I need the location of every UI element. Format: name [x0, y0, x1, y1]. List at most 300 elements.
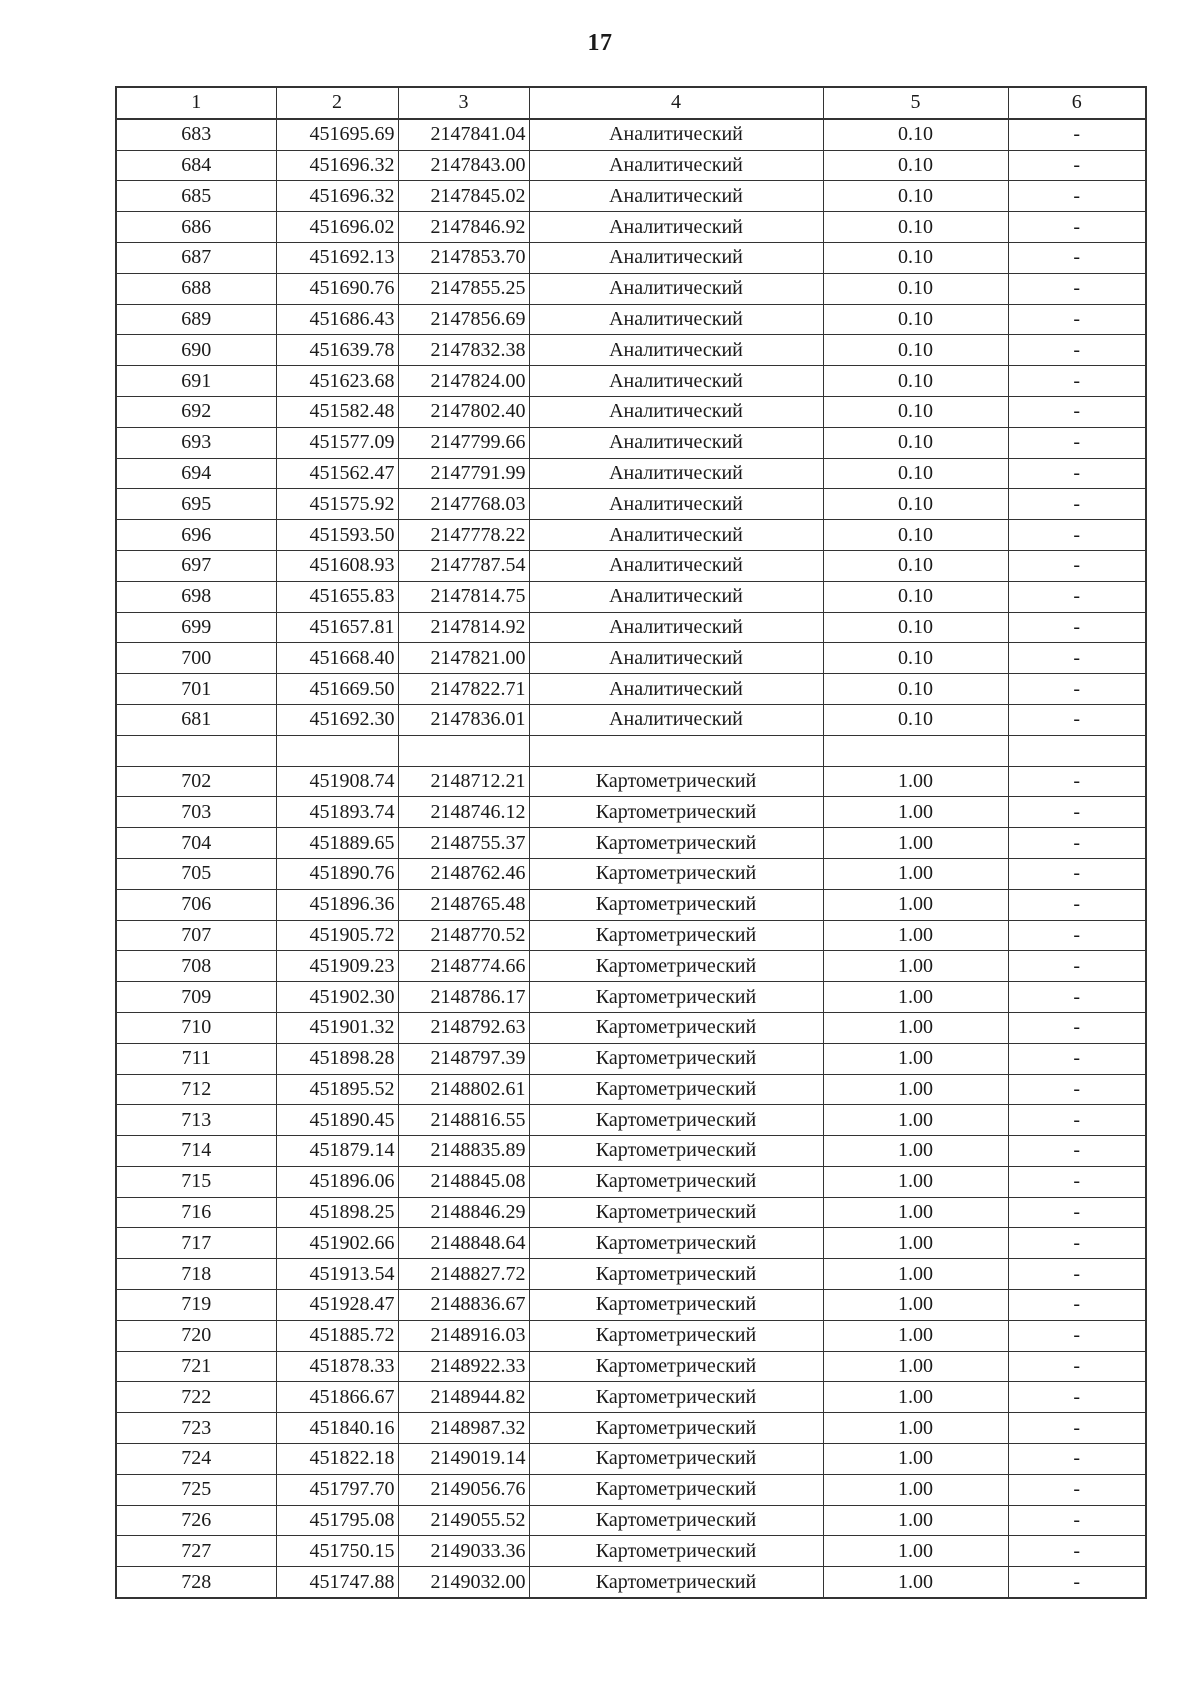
method-cell: Картометрический: [529, 766, 823, 797]
accuracy-cell: 1.00: [823, 1166, 1008, 1197]
method-cell: Аналитический: [529, 704, 823, 735]
accuracy-cell: 0.10: [823, 242, 1008, 273]
note-cell: -: [1008, 797, 1146, 828]
method-cell: Аналитический: [529, 489, 823, 520]
x-coordinate-cell: 451896.36: [276, 889, 398, 920]
y-coordinate-cell: 2148755.37: [398, 828, 529, 859]
x-coordinate-cell: 451822.18: [276, 1444, 398, 1475]
point-number-cell: 716: [116, 1197, 276, 1228]
y-coordinate-cell: 2148922.33: [398, 1351, 529, 1382]
y-coordinate-cell: 2147845.02: [398, 181, 529, 212]
table-row: [116, 982, 1146, 1013]
note-cell: -: [1008, 1536, 1146, 1567]
method-cell: Картометрический: [529, 920, 823, 951]
note-cell: -: [1008, 181, 1146, 212]
x-coordinate-cell: 451593.50: [276, 520, 398, 551]
accuracy-cell: 1.00: [823, 1536, 1008, 1567]
point-number-cell: 691: [116, 366, 276, 397]
accuracy-cell: 0.10: [823, 489, 1008, 520]
x-coordinate-cell: 451898.25: [276, 1197, 398, 1228]
point-number-cell: 708: [116, 951, 276, 982]
method-cell: Аналитический: [529, 212, 823, 243]
point-number-cell: 723: [116, 1413, 276, 1444]
accuracy-cell: 1.00: [823, 1228, 1008, 1259]
x-coordinate-cell: 451686.43: [276, 304, 398, 335]
y-coordinate-cell: 2147832.38: [398, 335, 529, 366]
x-coordinate-cell: 451878.33: [276, 1351, 398, 1382]
y-coordinate-cell: 2147778.22: [398, 520, 529, 551]
accuracy-cell: 0.10: [823, 212, 1008, 243]
y-coordinate-cell: 2148848.64: [398, 1228, 529, 1259]
point-number-cell: 690: [116, 335, 276, 366]
y-coordinate-cell: 2148765.48: [398, 889, 529, 920]
y-coordinate-cell: 2147824.00: [398, 366, 529, 397]
point-number-cell: 686: [116, 212, 276, 243]
accuracy-cell: 1.00: [823, 1413, 1008, 1444]
method-cell: Картометрический: [529, 797, 823, 828]
table-row: [116, 150, 1146, 181]
point-number-cell: 722: [116, 1382, 276, 1413]
accuracy-cell: 1.00: [823, 889, 1008, 920]
point-number-cell: 720: [116, 1320, 276, 1351]
point-number-cell: 704: [116, 828, 276, 859]
accuracy-cell: 0.10: [823, 335, 1008, 366]
page-number: 17: [587, 30, 613, 56]
x-coordinate-cell: 451577.09: [276, 427, 398, 458]
table-row: [116, 119, 1146, 150]
method-cell: Картометрический: [529, 1290, 823, 1321]
method-cell: Картометрический: [529, 1166, 823, 1197]
y-coordinate-cell: 2148762.46: [398, 858, 529, 889]
table-header: [116, 87, 1146, 119]
method-cell: Картометрический: [529, 1136, 823, 1167]
x-coordinate-cell: 451750.15: [276, 1536, 398, 1567]
note-cell: -: [1008, 1505, 1146, 1536]
table-row: [116, 1074, 1146, 1105]
y-coordinate-cell: 2148916.03: [398, 1320, 529, 1351]
point-number-cell: 687: [116, 242, 276, 273]
accuracy-cell: 0.10: [823, 396, 1008, 427]
y-coordinate-cell: 2147814.92: [398, 612, 529, 643]
table-row: [116, 1259, 1146, 1290]
accuracy-cell: 1.00: [823, 828, 1008, 859]
table-row: [116, 858, 1146, 889]
y-coordinate-cell: 2149055.52: [398, 1505, 529, 1536]
accuracy-cell: 0.10: [823, 581, 1008, 612]
x-coordinate-cell: 451668.40: [276, 643, 398, 674]
note-cell: -: [1008, 1136, 1146, 1167]
point-number-cell: 721: [116, 1351, 276, 1382]
method-cell: Картометрический: [529, 1105, 823, 1136]
note-cell: -: [1008, 1074, 1146, 1105]
note-cell: -: [1008, 889, 1146, 920]
method-cell: Картометрический: [529, 1444, 823, 1475]
accuracy-cell: 0.10: [823, 181, 1008, 212]
note-cell: -: [1008, 828, 1146, 859]
x-coordinate-cell: 451889.65: [276, 828, 398, 859]
note-cell: -: [1008, 858, 1146, 889]
point-number-cell: 702: [116, 766, 276, 797]
method-cell: Картометрический: [529, 1351, 823, 1382]
method-cell: Аналитический: [529, 674, 823, 705]
point-number-cell: 728: [116, 1567, 276, 1598]
accuracy-cell: 0.10: [823, 273, 1008, 304]
x-coordinate-cell: 451655.83: [276, 581, 398, 612]
table-row: [116, 581, 1146, 612]
note-cell: -: [1008, 1413, 1146, 1444]
method-cell: Картометрический: [529, 1197, 823, 1228]
accuracy-cell: 1.00: [823, 1474, 1008, 1505]
y-coordinate-cell: 2148712.21: [398, 766, 529, 797]
point-number-cell: 693: [116, 427, 276, 458]
x-coordinate-cell: 451893.74: [276, 797, 398, 828]
accuracy-cell: 0.10: [823, 612, 1008, 643]
y-coordinate-cell: 2147787.54: [398, 550, 529, 581]
x-coordinate-cell: 451902.66: [276, 1228, 398, 1259]
y-coordinate-cell: 2149056.76: [398, 1474, 529, 1505]
point-number-cell: 709: [116, 982, 276, 1013]
point-number-cell: 712: [116, 1074, 276, 1105]
point-number-cell: 711: [116, 1043, 276, 1074]
method-cell: Аналитический: [529, 550, 823, 581]
accuracy-cell: 0.10: [823, 704, 1008, 735]
table-row: [116, 797, 1146, 828]
y-coordinate-cell: 2147802.40: [398, 396, 529, 427]
table-row: [116, 1290, 1146, 1321]
table-body: [116, 119, 1146, 1598]
method-cell: [529, 735, 823, 766]
x-coordinate-cell: 451695.69: [276, 119, 398, 150]
point-number-cell: 717: [116, 1228, 276, 1259]
y-coordinate-cell: 2147822.71: [398, 674, 529, 705]
y-coordinate-cell: 2148845.08: [398, 1166, 529, 1197]
method-cell: Аналитический: [529, 335, 823, 366]
point-number-cell: 684: [116, 150, 276, 181]
point-number-cell: 689: [116, 304, 276, 335]
method-cell: Картометрический: [529, 1259, 823, 1290]
x-coordinate-cell: 451913.54: [276, 1259, 398, 1290]
note-cell: -: [1008, 1259, 1146, 1290]
table-row: [116, 920, 1146, 951]
x-coordinate-cell: 451898.28: [276, 1043, 398, 1074]
note-cell: -: [1008, 1320, 1146, 1351]
table-row: [116, 1567, 1146, 1598]
point-number-cell: 700: [116, 643, 276, 674]
accuracy-cell: 1.00: [823, 920, 1008, 951]
note-cell: -: [1008, 1444, 1146, 1475]
x-coordinate-cell: 451696.32: [276, 150, 398, 181]
method-cell: Картометрический: [529, 1567, 823, 1598]
y-coordinate-cell: 2148802.61: [398, 1074, 529, 1105]
method-cell: Аналитический: [529, 612, 823, 643]
y-coordinate-cell: 2148792.63: [398, 1012, 529, 1043]
method-cell: Картометрический: [529, 1536, 823, 1567]
x-coordinate-cell: 451690.76: [276, 273, 398, 304]
method-cell: Картометрический: [529, 1043, 823, 1074]
accuracy-cell: 1.00: [823, 1320, 1008, 1351]
method-cell: Аналитический: [529, 150, 823, 181]
point-number-cell: 707: [116, 920, 276, 951]
x-coordinate-cell: 451692.30: [276, 704, 398, 735]
table-row: [116, 273, 1146, 304]
note-cell: -: [1008, 1166, 1146, 1197]
accuracy-cell: 0.10: [823, 550, 1008, 581]
x-coordinate-cell: 451879.14: [276, 1136, 398, 1167]
x-coordinate-cell: 451575.92: [276, 489, 398, 520]
y-coordinate-cell: 2148835.89: [398, 1136, 529, 1167]
accuracy-cell: 1.00: [823, 1074, 1008, 1105]
x-coordinate-cell: 451901.32: [276, 1012, 398, 1043]
y-coordinate-cell: [398, 735, 529, 766]
point-number-cell: 724: [116, 1444, 276, 1475]
accuracy-cell: 1.00: [823, 1012, 1008, 1043]
table-row: [116, 1136, 1146, 1167]
note-cell: -: [1008, 1351, 1146, 1382]
accuracy-cell: 1.00: [823, 1043, 1008, 1074]
accuracy-cell: 1.00: [823, 1444, 1008, 1475]
point-number-cell: 698: [116, 581, 276, 612]
y-coordinate-cell: 2147799.66: [398, 427, 529, 458]
y-coordinate-cell: 2148770.52: [398, 920, 529, 951]
note-cell: -: [1008, 1228, 1146, 1259]
table-row: [116, 674, 1146, 705]
y-coordinate-cell: 2147814.75: [398, 581, 529, 612]
point-number-cell: 726: [116, 1505, 276, 1536]
x-coordinate-cell: 451840.16: [276, 1413, 398, 1444]
x-coordinate-cell: 451623.68: [276, 366, 398, 397]
note-cell: -: [1008, 982, 1146, 1013]
y-coordinate-cell: 2149019.14: [398, 1444, 529, 1475]
note-cell: -: [1008, 1197, 1146, 1228]
x-coordinate-cell: 451562.47: [276, 458, 398, 489]
table-row: [116, 242, 1146, 273]
point-number-cell: 694: [116, 458, 276, 489]
note-cell: -: [1008, 1105, 1146, 1136]
method-cell: Аналитический: [529, 581, 823, 612]
table-row: [116, 1320, 1146, 1351]
table-row: [116, 828, 1146, 859]
accuracy-cell: 1.00: [823, 858, 1008, 889]
point-number-cell: 703: [116, 797, 276, 828]
method-cell: Картометрический: [529, 951, 823, 982]
x-coordinate-cell: 451696.32: [276, 181, 398, 212]
note-cell: -: [1008, 520, 1146, 551]
x-coordinate-cell: 451895.52: [276, 1074, 398, 1105]
note-cell: [1008, 735, 1146, 766]
table-row: [116, 520, 1146, 551]
y-coordinate-cell: 2148797.39: [398, 1043, 529, 1074]
table-row: [116, 1228, 1146, 1259]
note-cell: -: [1008, 335, 1146, 366]
accuracy-cell: 0.10: [823, 643, 1008, 674]
table-row: [116, 489, 1146, 520]
point-number-cell: 718: [116, 1259, 276, 1290]
table-row: [116, 951, 1146, 982]
x-coordinate-cell: 451908.74: [276, 766, 398, 797]
table-row: [116, 1351, 1146, 1382]
point-number-cell: 705: [116, 858, 276, 889]
note-cell: -: [1008, 674, 1146, 705]
note-cell: -: [1008, 489, 1146, 520]
point-number-cell: 695: [116, 489, 276, 520]
accuracy-cell: 1.00: [823, 1197, 1008, 1228]
method-cell: Аналитический: [529, 304, 823, 335]
table-row: [116, 1197, 1146, 1228]
accuracy-cell: 1.00: [823, 1290, 1008, 1321]
note-cell: -: [1008, 1290, 1146, 1321]
note-cell: -: [1008, 612, 1146, 643]
table-row: [116, 550, 1146, 581]
method-cell: Картометрический: [529, 1012, 823, 1043]
y-coordinate-cell: 2147841.04: [398, 119, 529, 150]
column-header-2: 2: [276, 87, 398, 119]
note-cell: -: [1008, 1382, 1146, 1413]
x-coordinate-cell: 451928.47: [276, 1290, 398, 1321]
x-coordinate-cell: 451896.06: [276, 1166, 398, 1197]
table-row: [116, 396, 1146, 427]
accuracy-cell: 1.00: [823, 1259, 1008, 1290]
table-row: [116, 643, 1146, 674]
table-row: [116, 1043, 1146, 1074]
accuracy-cell: 1.00: [823, 766, 1008, 797]
accuracy-cell: 0.10: [823, 304, 1008, 335]
y-coordinate-cell: 2148944.82: [398, 1382, 529, 1413]
method-cell: Картометрический: [529, 1228, 823, 1259]
accuracy-cell: 0.10: [823, 427, 1008, 458]
method-cell: Картометрический: [529, 1074, 823, 1105]
x-coordinate-cell: 451909.23: [276, 951, 398, 982]
point-number-cell: 725: [116, 1474, 276, 1505]
note-cell: -: [1008, 427, 1146, 458]
point-number-cell: 696: [116, 520, 276, 551]
x-coordinate-cell: 451608.93: [276, 550, 398, 581]
x-coordinate-cell: 451890.76: [276, 858, 398, 889]
y-coordinate-cell: 2147855.25: [398, 273, 529, 304]
table-row: [116, 304, 1146, 335]
point-number-cell: 706: [116, 889, 276, 920]
accuracy-cell: 1.00: [823, 1505, 1008, 1536]
x-coordinate-cell: 451657.81: [276, 612, 398, 643]
point-number-cell: 727: [116, 1536, 276, 1567]
y-coordinate-cell: 2148836.67: [398, 1290, 529, 1321]
y-coordinate-cell: 2148846.29: [398, 1197, 529, 1228]
table-row: [116, 735, 1146, 766]
point-number-cell: 681: [116, 704, 276, 735]
table-row: [116, 1105, 1146, 1136]
method-cell: Картометрический: [529, 1413, 823, 1444]
point-number-cell: 699: [116, 612, 276, 643]
y-coordinate-cell: 2148987.32: [398, 1413, 529, 1444]
point-number-cell: 719: [116, 1290, 276, 1321]
method-cell: Картометрический: [529, 1505, 823, 1536]
accuracy-cell: 1.00: [823, 1567, 1008, 1598]
table-row: [116, 1382, 1146, 1413]
point-number-cell: 715: [116, 1166, 276, 1197]
table-row: [116, 181, 1146, 212]
point-number-cell: 701: [116, 674, 276, 705]
y-coordinate-cell: 2147821.00: [398, 643, 529, 674]
method-cell: Аналитический: [529, 643, 823, 674]
y-coordinate-cell: 2147853.70: [398, 242, 529, 273]
method-cell: Картометрический: [529, 1320, 823, 1351]
note-cell: -: [1008, 273, 1146, 304]
note-cell: -: [1008, 366, 1146, 397]
table-row: [116, 612, 1146, 643]
method-cell: Картометрический: [529, 1474, 823, 1505]
accuracy-cell: 1.00: [823, 982, 1008, 1013]
note-cell: -: [1008, 1567, 1146, 1598]
x-coordinate-cell: 451890.45: [276, 1105, 398, 1136]
note-cell: -: [1008, 643, 1146, 674]
method-cell: Аналитический: [529, 366, 823, 397]
note-cell: -: [1008, 150, 1146, 181]
table-row: [116, 1505, 1146, 1536]
x-coordinate-cell: 451797.70: [276, 1474, 398, 1505]
table-row: [116, 1474, 1146, 1505]
accuracy-cell: 0.10: [823, 458, 1008, 489]
y-coordinate-cell: 2147846.92: [398, 212, 529, 243]
y-coordinate-cell: 2148816.55: [398, 1105, 529, 1136]
table-row: [116, 212, 1146, 243]
accuracy-cell: 1.00: [823, 1382, 1008, 1413]
method-cell: Аналитический: [529, 273, 823, 304]
x-coordinate-cell: 451692.13: [276, 242, 398, 273]
method-cell: Картометрический: [529, 858, 823, 889]
note-cell: -: [1008, 1474, 1146, 1505]
table-row: [116, 335, 1146, 366]
table-row: [116, 427, 1146, 458]
x-coordinate-cell: 451747.88: [276, 1567, 398, 1598]
column-header-3: 3: [398, 87, 529, 119]
y-coordinate-cell: 2148786.17: [398, 982, 529, 1013]
point-number-cell: [116, 735, 276, 766]
method-cell: Картометрический: [529, 889, 823, 920]
accuracy-cell: 1.00: [823, 1105, 1008, 1136]
table-row: [116, 766, 1146, 797]
column-header-6: 6: [1008, 87, 1146, 119]
y-coordinate-cell: 2148827.72: [398, 1259, 529, 1290]
note-cell: -: [1008, 242, 1146, 273]
x-coordinate-cell: 451639.78: [276, 335, 398, 366]
y-coordinate-cell: 2147856.69: [398, 304, 529, 335]
method-cell: Картометрический: [529, 828, 823, 859]
x-coordinate-cell: 451669.50: [276, 674, 398, 705]
y-coordinate-cell: 2147791.99: [398, 458, 529, 489]
table-row: [116, 366, 1146, 397]
note-cell: -: [1008, 951, 1146, 982]
y-coordinate-cell: 2147843.00: [398, 150, 529, 181]
accuracy-cell: 1.00: [823, 1351, 1008, 1382]
note-cell: -: [1008, 396, 1146, 427]
header-row: [116, 87, 1146, 119]
method-cell: Аналитический: [529, 427, 823, 458]
point-number-cell: 697: [116, 550, 276, 581]
accuracy-cell: [823, 735, 1008, 766]
x-coordinate-cell: 451795.08: [276, 1505, 398, 1536]
accuracy-cell: 0.10: [823, 674, 1008, 705]
note-cell: -: [1008, 550, 1146, 581]
note-cell: -: [1008, 704, 1146, 735]
x-coordinate-cell: 451696.02: [276, 212, 398, 243]
y-coordinate-cell: 2148746.12: [398, 797, 529, 828]
point-number-cell: 714: [116, 1136, 276, 1167]
table-row: [116, 1536, 1146, 1567]
note-cell: -: [1008, 1012, 1146, 1043]
point-number-cell: 713: [116, 1105, 276, 1136]
accuracy-cell: 0.10: [823, 119, 1008, 150]
column-header-5: 5: [823, 87, 1008, 119]
y-coordinate-cell: 2147768.03: [398, 489, 529, 520]
